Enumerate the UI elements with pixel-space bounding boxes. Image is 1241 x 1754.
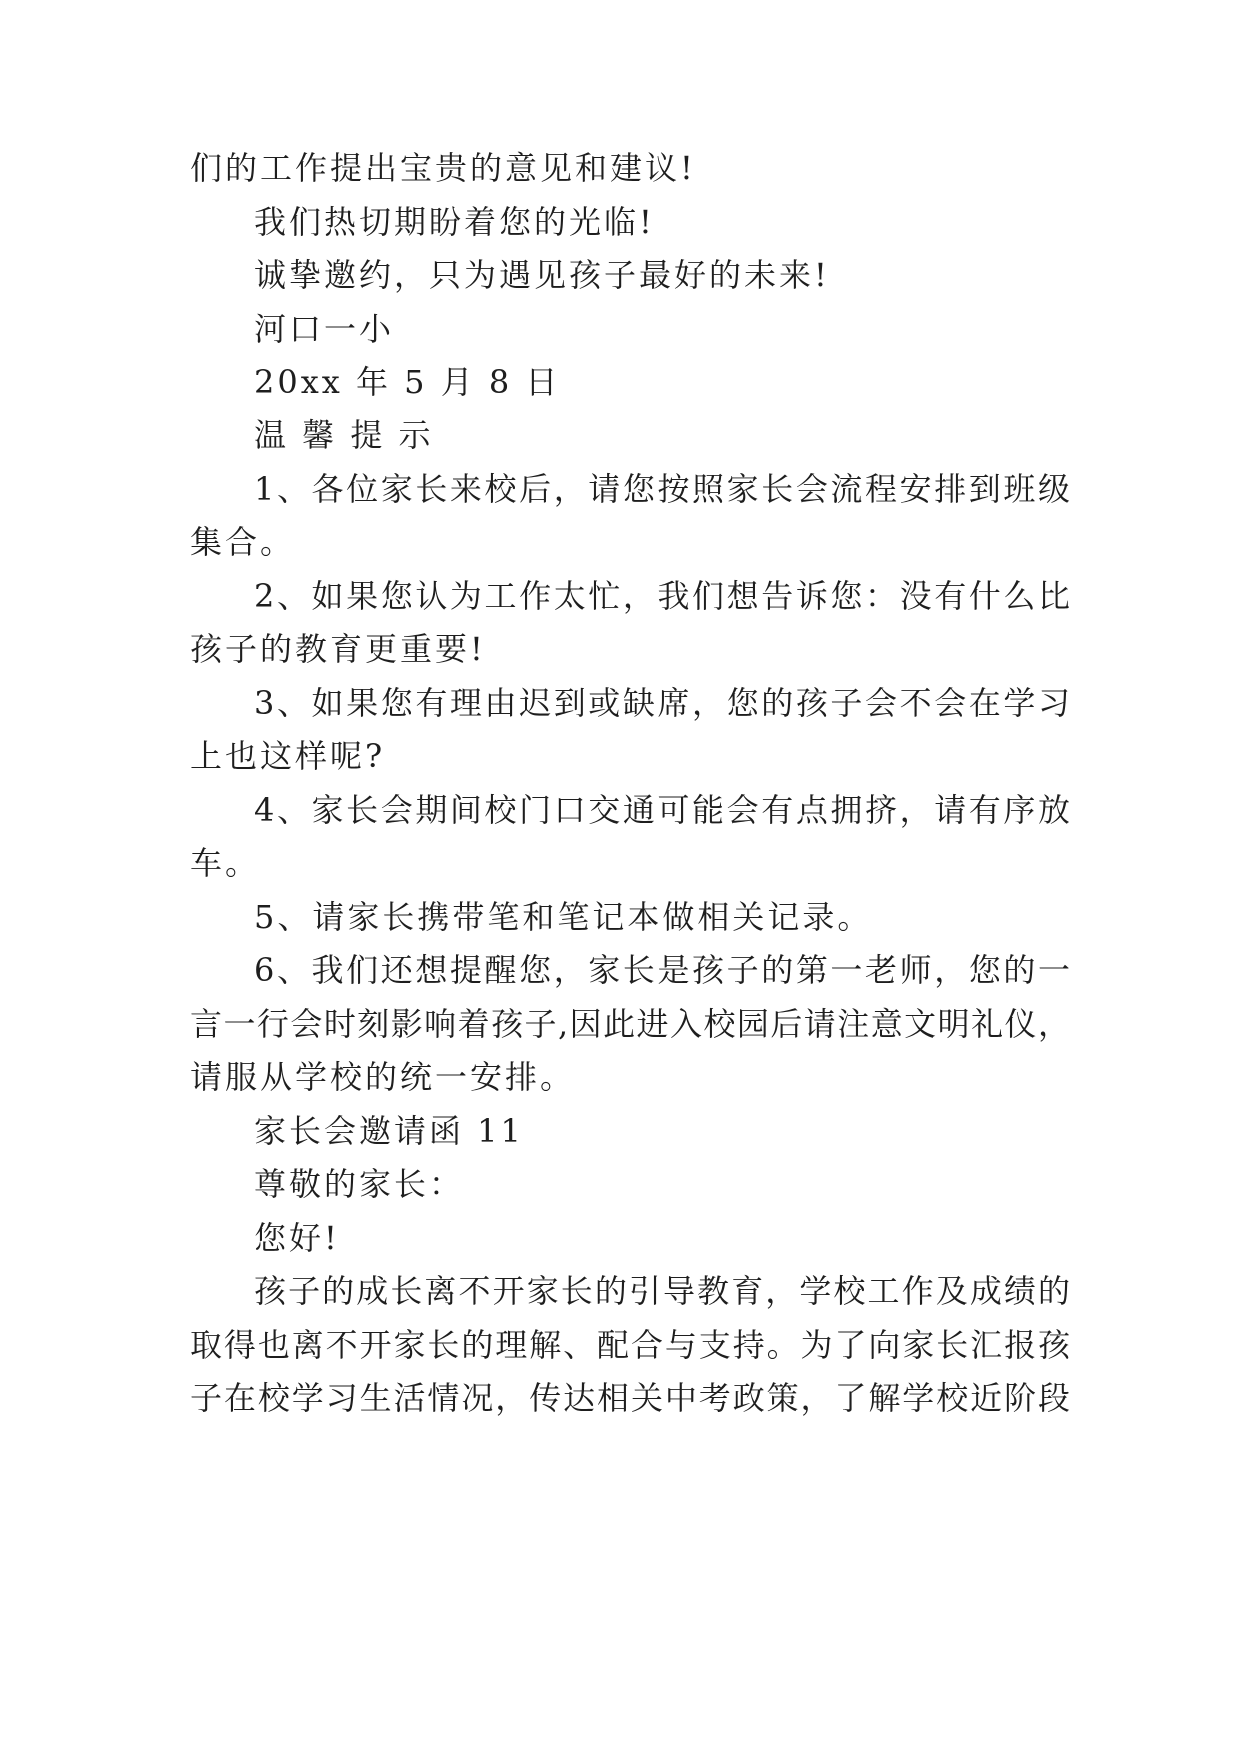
section-heading: 温 馨 提 示 <box>254 416 434 454</box>
text-line: 5、请家长携带笔和笔记本做相关记录。 <box>254 898 873 936</box>
text-line: 请服从学校的统一安排。 <box>190 1058 576 1096</box>
text-line: 集合。 <box>190 523 296 561</box>
text-line: 诚挚邀约，只为遇见孩子最好的未来! <box>254 256 830 294</box>
text-line: 3、如果您有理由迟到或缺席，您的孩子会不会在学习 <box>254 684 1070 722</box>
text-line: 孩子的教育更重要! <box>190 630 486 668</box>
letter-title: 家长会邀请函 11 <box>254 1112 524 1150</box>
greeting: 您好! <box>254 1219 340 1257</box>
text-line: 取得也离不开家长的理解、配合与支持。为了向家长汇报孩 <box>190 1326 1070 1364</box>
text-line: 6、我们还想提醒您，家长是孩子的第一老师，您的一 <box>254 951 1070 989</box>
date-line: 20xx 年 5 月 8 日 <box>254 363 561 401</box>
text-line: 河口一小 <box>254 310 395 348</box>
text-line: 子在校学习生活情况，传达相关中考政策，了解学校近阶段 <box>190 1379 1070 1417</box>
salutation: 尊敬的家长： <box>254 1165 465 1203</box>
text-line: 4、家长会期间校门口交通可能会有点拥挤，请有序放 <box>254 791 1070 829</box>
text-line: 我们热切期盼着您的光临! <box>254 203 655 241</box>
text-line: 2、如果您认为工作太忙，我们想告诉您：没有什么比 <box>254 577 1070 615</box>
text-line: 1、各位家长来校后，请您按照家长会流程安排到班级 <box>254 470 1070 508</box>
text-line: 们的工作提出宝贵的意见和建议! <box>190 149 696 187</box>
text-line: 言一行会时刻影响着孩子,因此进入校园后请注意文明礼仪， <box>190 1005 1070 1043</box>
text-line: 车。 <box>190 844 261 882</box>
text-line: 孩子的成长离不开家长的引导教育，学校工作及成绩的 <box>254 1272 1070 1310</box>
text-line: 上也这样呢? <box>190 737 386 775</box>
